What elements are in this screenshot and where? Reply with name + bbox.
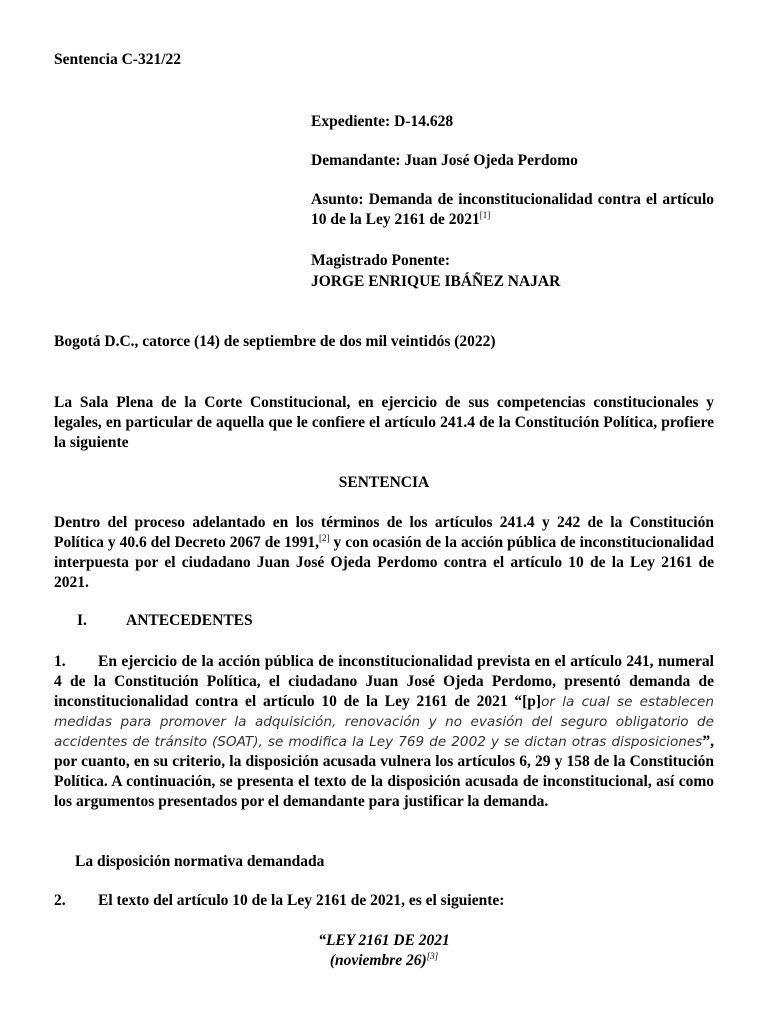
paragraph-1-text-2: ”, por cuanto, en su criterio, la disposición acusada vulnera los artículos 6, 29 y 158 de la Constitución Política. A continuación, se presenta el texto de la disposición acusada de inconstitucional, así como los argumentos presentados por el demandante para justificar la demanda. [54, 733, 714, 810]
paragraph-2-number: 2. [54, 892, 66, 909]
expediente: Expediente: D-14.628 [311, 113, 454, 130]
sentencia-number: Sentencia C-321/22 [54, 51, 182, 68]
proceso-paragraph [54, 513, 714, 593]
fecha: Bogotá D.C., catorce (14) de septiembre de dos mil veintidós (2022) [54, 333, 496, 350]
section-title: ANTECEDENTES [126, 612, 253, 629]
footnote-ref-1[interactable]: [1] [479, 209, 491, 220]
footnote-ref-3[interactable]: [3] [426, 950, 439, 961]
paragraph-1-quote: or la cual se establecen medidas para promover la adquisición, renovación y no evasión del seguro obligatorio de accidentes de tránsito (SOAT), se modifica la Ley 769 de 2002 y se dictan otras disposiciones [54, 694, 714, 750]
asunto-text: Asunto: Demanda de inconstitucionalidad contra el artículo 10 de la Ley 2161 de 2021 [311, 191, 714, 228]
demandante: Demandante: Juan José Ojeda Perdomo [311, 152, 578, 169]
section-number: I. [77, 612, 87, 629]
quote-date [54, 951, 714, 971]
paragraph-1-text-1: En ejercicio de la acción pública de inconstitucionalidad prevista en el artículo 241, numeral 4 de la Constitución Política, el ciudadano Juan José Ojeda Perdomo, presentó demanda de inconstitucionalidad contra el artículo 10 de la Ley 2161 de 2021 “[p] [54, 653, 714, 710]
intro-paragraph: La Sala Plena de la Corte Constitucional, en ejercicio de sus competencias constitucionales y legales, en particular de aquella que le confiere el artículo 241.4 de la Constitución Política, profiere la siguiente [54, 394, 714, 451]
paragraph-2-text: El texto del artículo 10 de la Ley 2161 de 2021, es el siguiente: [98, 892, 505, 909]
proceso-text-1: Dentro del proceso adelantado en los términos de los artículos 241.4 y 242 de la Constitución Política y 40.6 del Decreto 2067 de 1991, [54, 514, 714, 551]
asunto [311, 190, 714, 230]
magistrado-label: Magistrado Ponente: [311, 252, 451, 269]
subheading: La disposición normativa demandada [75, 853, 325, 870]
quote-date-text: (noviembre 26) [329, 952, 427, 969]
paragraph-1 [54, 652, 714, 812]
proceso-text-2: y con ocasión de la acción pública de inconstitucionalidad interpuesta por el ciudadano Juan José Ojeda Perdomo contra el artículo 10 de la Ley 2161 de 2021. [54, 534, 714, 591]
quote-title: “LEY 2161 DE 2021 [318, 932, 450, 949]
paragraph-2 [54, 891, 504, 911]
magistrado-name: JORGE ENRIQUE IBÁÑEZ NAJAR [311, 273, 561, 290]
paragraph-1-number: 1. [54, 653, 66, 670]
heading-sentencia: SENTENCIA [338, 474, 430, 491]
footnote-ref-2[interactable]: [2] [319, 532, 330, 543]
